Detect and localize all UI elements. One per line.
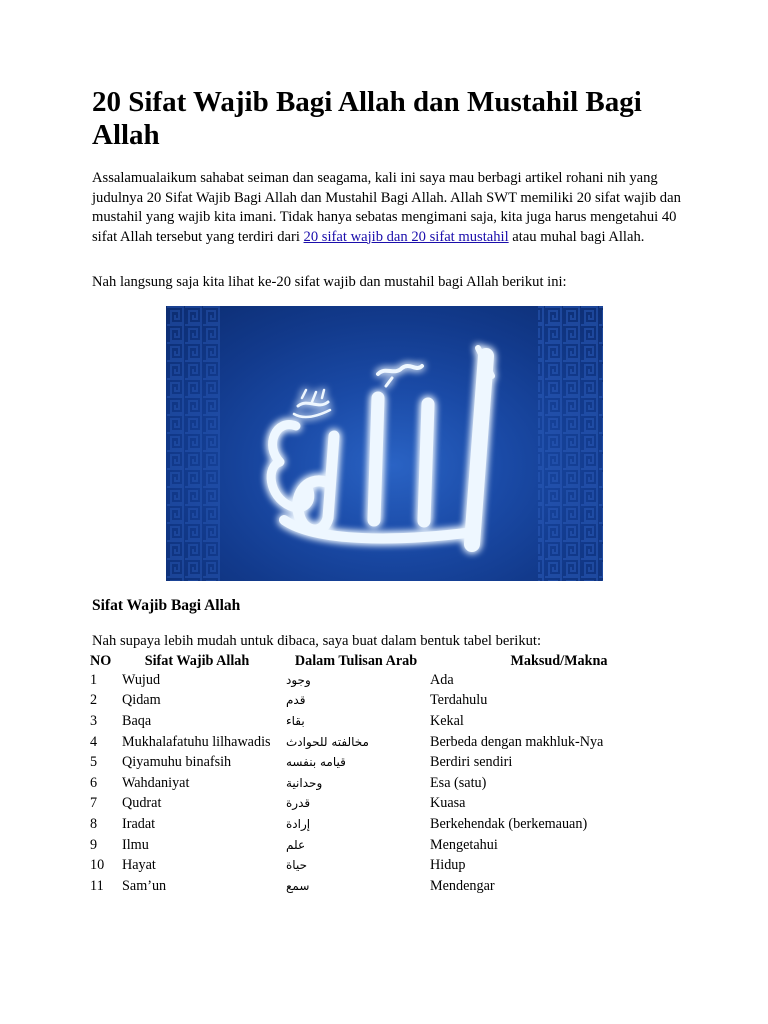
row-number: 2 — [90, 692, 98, 709]
meaning-text: Berbeda dengan makhluk-Nya — [430, 733, 604, 750]
sifat-name: Qidam — [122, 692, 161, 709]
left-pattern-panel — [166, 306, 221, 581]
meaning-text: Terdahulu — [430, 692, 488, 709]
table-row — [88, 876, 690, 897]
table-row — [88, 835, 690, 856]
arabic-text: علم — [286, 837, 306, 852]
table-row — [88, 814, 690, 835]
header-arabic: Dalam Tulisan Arab — [294, 653, 418, 669]
intro-after-text: atau muhal bagi Allah. — [508, 228, 645, 245]
arabic-text: قدرة — [286, 796, 311, 811]
sifat-name: Hayat — [122, 857, 156, 874]
arabic-text: حياة — [286, 858, 307, 873]
table-header-row — [88, 653, 690, 670]
sifat-wajib-table — [88, 653, 690, 897]
intro-paragraph — [92, 169, 682, 247]
table-row — [88, 711, 690, 732]
sifat-name: Ilmu — [122, 836, 149, 853]
meaning-text: Kuasa — [430, 795, 466, 812]
arabic-text: بقاء — [286, 713, 305, 728]
arabic-text: سمع — [286, 878, 310, 893]
sifat-name: Sam’un — [122, 877, 167, 894]
row-number: 5 — [90, 754, 98, 771]
table-row — [88, 732, 690, 753]
small-calligraphy-strokes — [294, 390, 330, 417]
row-number: 8 — [90, 815, 98, 832]
lead-paragraph: Nah langsung saja kita lihat ke-20 sifat wajib dan mustahil bagi Allah berikut ini: — [92, 274, 567, 290]
sifat-name: Baqa — [122, 712, 152, 729]
sifat-name: Wahdaniyat — [122, 774, 190, 791]
table-row — [88, 773, 690, 794]
sifat-name: Iradat — [122, 815, 156, 832]
header-meaning: Maksud/Makna — [510, 653, 608, 669]
meaning-text: Berdiri sendiri — [430, 754, 513, 771]
arabic-text: قيامه بنفسه — [286, 755, 346, 770]
meaning-text: Hidup — [430, 857, 466, 874]
table-row — [88, 752, 690, 773]
calligraphy-graphic — [166, 306, 603, 581]
arabic-text: قدم — [286, 693, 306, 708]
meaning-text: Berkehendak (berkemauan) — [430, 815, 588, 832]
intro-text: Assalamualaikum sahabat seiman dan seagama, kali ini saya mau berbagi artikel rohani nih yang judulnya 20 Sifat Wajib Bagi Allah dan Mustahil Bagi Allah. Allah SWT memiliki 20 sifat wajib dan mustahil yang wajib kita imani. Tidak hanya sebatas mengimani saja, kita juga harus mengetahui 40 sifat Allah tersebut yang terdiri dari — [92, 170, 681, 245]
table-row — [88, 691, 690, 712]
calligraphy-strokes — [271, 348, 492, 544]
table-row — [88, 670, 690, 691]
arabic-text: إرادة — [286, 816, 311, 831]
sifat-link[interactable]: 20 sifat wajib dan 20 sifat mustahil — [303, 228, 509, 245]
right-pattern-panel — [538, 306, 603, 581]
article-title: 20 Sifat Wajib Bagi Allah dan Mustahil Bagi Allah — [92, 86, 642, 151]
arabic-text: مخالفته للحوادث — [286, 734, 369, 749]
row-number: 3 — [90, 712, 98, 729]
row-number: 9 — [90, 836, 98, 853]
meaning-text: Ada — [430, 671, 454, 688]
sifat-name: Qiyamuhu binafsih — [122, 754, 232, 771]
row-number: 4 — [90, 733, 98, 750]
section-heading: Sifat Wajib Bagi Allah — [92, 597, 241, 614]
table-intro-paragraph: Nah supaya lebih mudah untuk dibaca, saya buat dalam bentuk tabel berikut: — [92, 633, 542, 649]
header-no: NO — [90, 653, 112, 669]
table-body — [88, 670, 690, 897]
meaning-text: Mengetahui — [430, 836, 498, 853]
table-row — [88, 794, 690, 815]
table-row — [88, 855, 690, 876]
row-number: 10 — [90, 857, 105, 874]
meaning-text: Kekal — [430, 712, 464, 729]
arabic-text: وحدانية — [286, 775, 323, 790]
arabic-text: وجود — [286, 672, 311, 687]
row-number: 6 — [90, 774, 98, 791]
meaning-text: Esa (satu) — [430, 774, 487, 791]
row-number: 11 — [90, 877, 104, 894]
row-number: 1 — [90, 671, 98, 688]
allah-calligraphy-image — [166, 306, 603, 581]
header-name: Sifat Wajib Allah — [144, 653, 250, 669]
sifat-name: Wujud — [122, 671, 161, 688]
meaning-text: Mendengar — [430, 877, 495, 894]
sifat-name: Qudrat — [122, 795, 162, 812]
row-number: 7 — [90, 795, 98, 812]
sifat-name: Mukhalafatuhu lilhawadis — [122, 733, 271, 750]
